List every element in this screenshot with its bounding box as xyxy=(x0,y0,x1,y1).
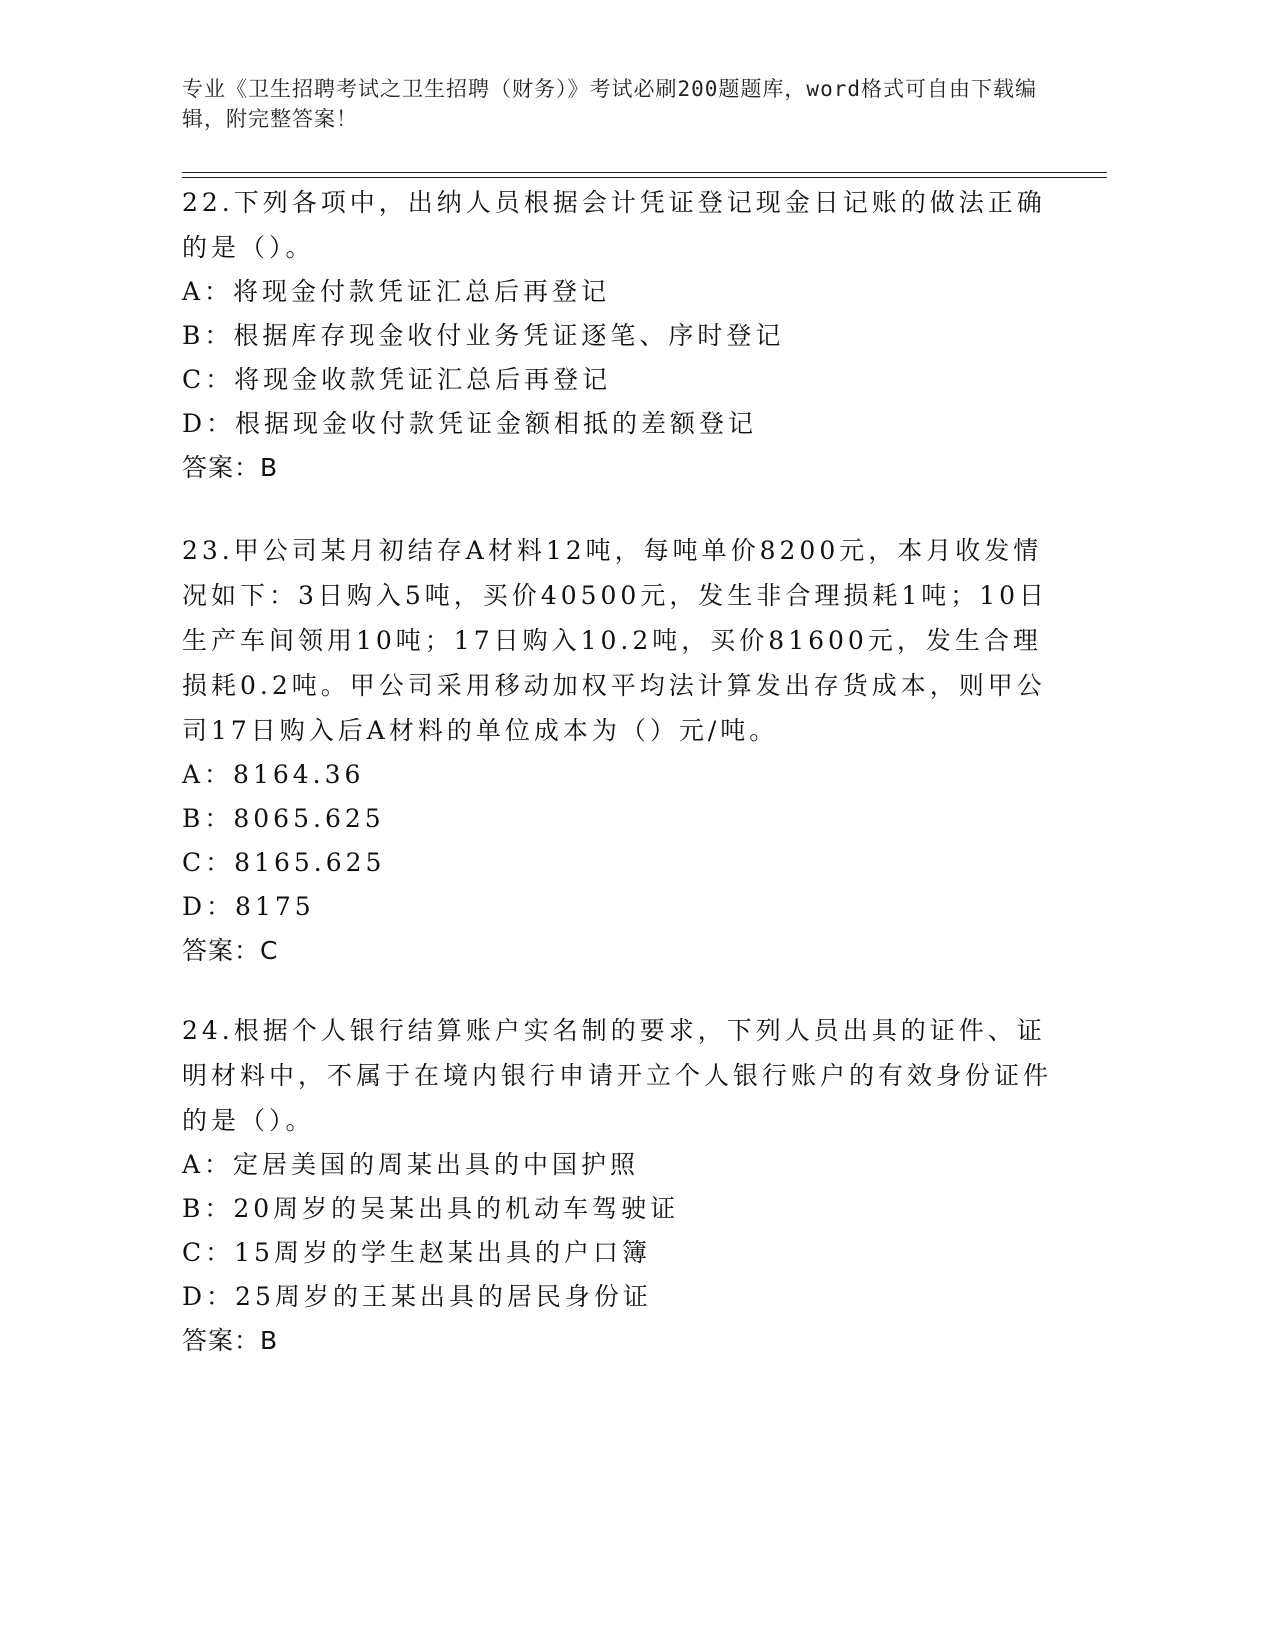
option-c: C：15周岁的学生赵某出具的户口簿 xyxy=(182,1238,651,1267)
header-divider-bottom xyxy=(182,177,1107,178)
answer-line: 答案：B xyxy=(182,453,279,482)
option-c: C：将现金收款凭证汇总后再登记 xyxy=(182,365,612,394)
question-stem: 22.下列各项中，出纳人员根据会计凭证登记现金日记账的做法正确的是（）。 xyxy=(182,188,1046,262)
question-stem: 23.甲公司某月初结存A材料12吨，每吨单价8200元，本月收发情况如下：3日购入5吨，买价40500元，发生非合理损耗1吨；10日生产车间领用10吨；17日购入10.2吨，买价81600元，发生合理损耗0.2吨。甲公司采用移动加权平均法计算发出存货成本，则甲公司17日购入后A材料的单位成本为（）元/吨。 xyxy=(182,536,1049,745)
option-b: B：20周岁的吴某出具的机动车驾驶证 xyxy=(182,1194,680,1223)
question-23 xyxy=(182,528,1062,973)
question-22 xyxy=(182,180,1062,490)
option-a: A：将现金付款凭证汇总后再登记 xyxy=(182,277,611,306)
option-b: B：根据库存现金收付业务凭证逐笔、序时登记 xyxy=(182,321,785,350)
option-a: A：8164.36 xyxy=(182,760,365,789)
option-d: D：根据现金收付款凭证金额相抵的差额登记 xyxy=(182,409,758,438)
option-d: D：25周岁的王某出具的居民身份证 xyxy=(182,1282,652,1311)
question-stem: 24.根据个人银行结算账户实名制的要求，下列人员出具的证件、证明材料中，不属于在境内银行申请开立个人银行账户的有效身份证件的是（）。 xyxy=(182,1016,1053,1135)
answer-line: 答案：C xyxy=(182,936,279,965)
question-24 xyxy=(182,1008,1062,1363)
document-header: 专业《卫生招聘考试之卫生招聘（财务）》考试必刷200题题库，word格式可自由下载编辑，附完整答案！ xyxy=(182,77,1037,131)
header-divider-top xyxy=(182,172,1107,173)
answer-line: 答案：B xyxy=(182,1326,279,1355)
option-a: A：定居美国的周某出具的中国护照 xyxy=(182,1150,640,1179)
option-d: D：8175 xyxy=(182,892,315,921)
option-c: C：8165.625 xyxy=(182,848,386,877)
option-b: B：8065.625 xyxy=(182,804,385,833)
